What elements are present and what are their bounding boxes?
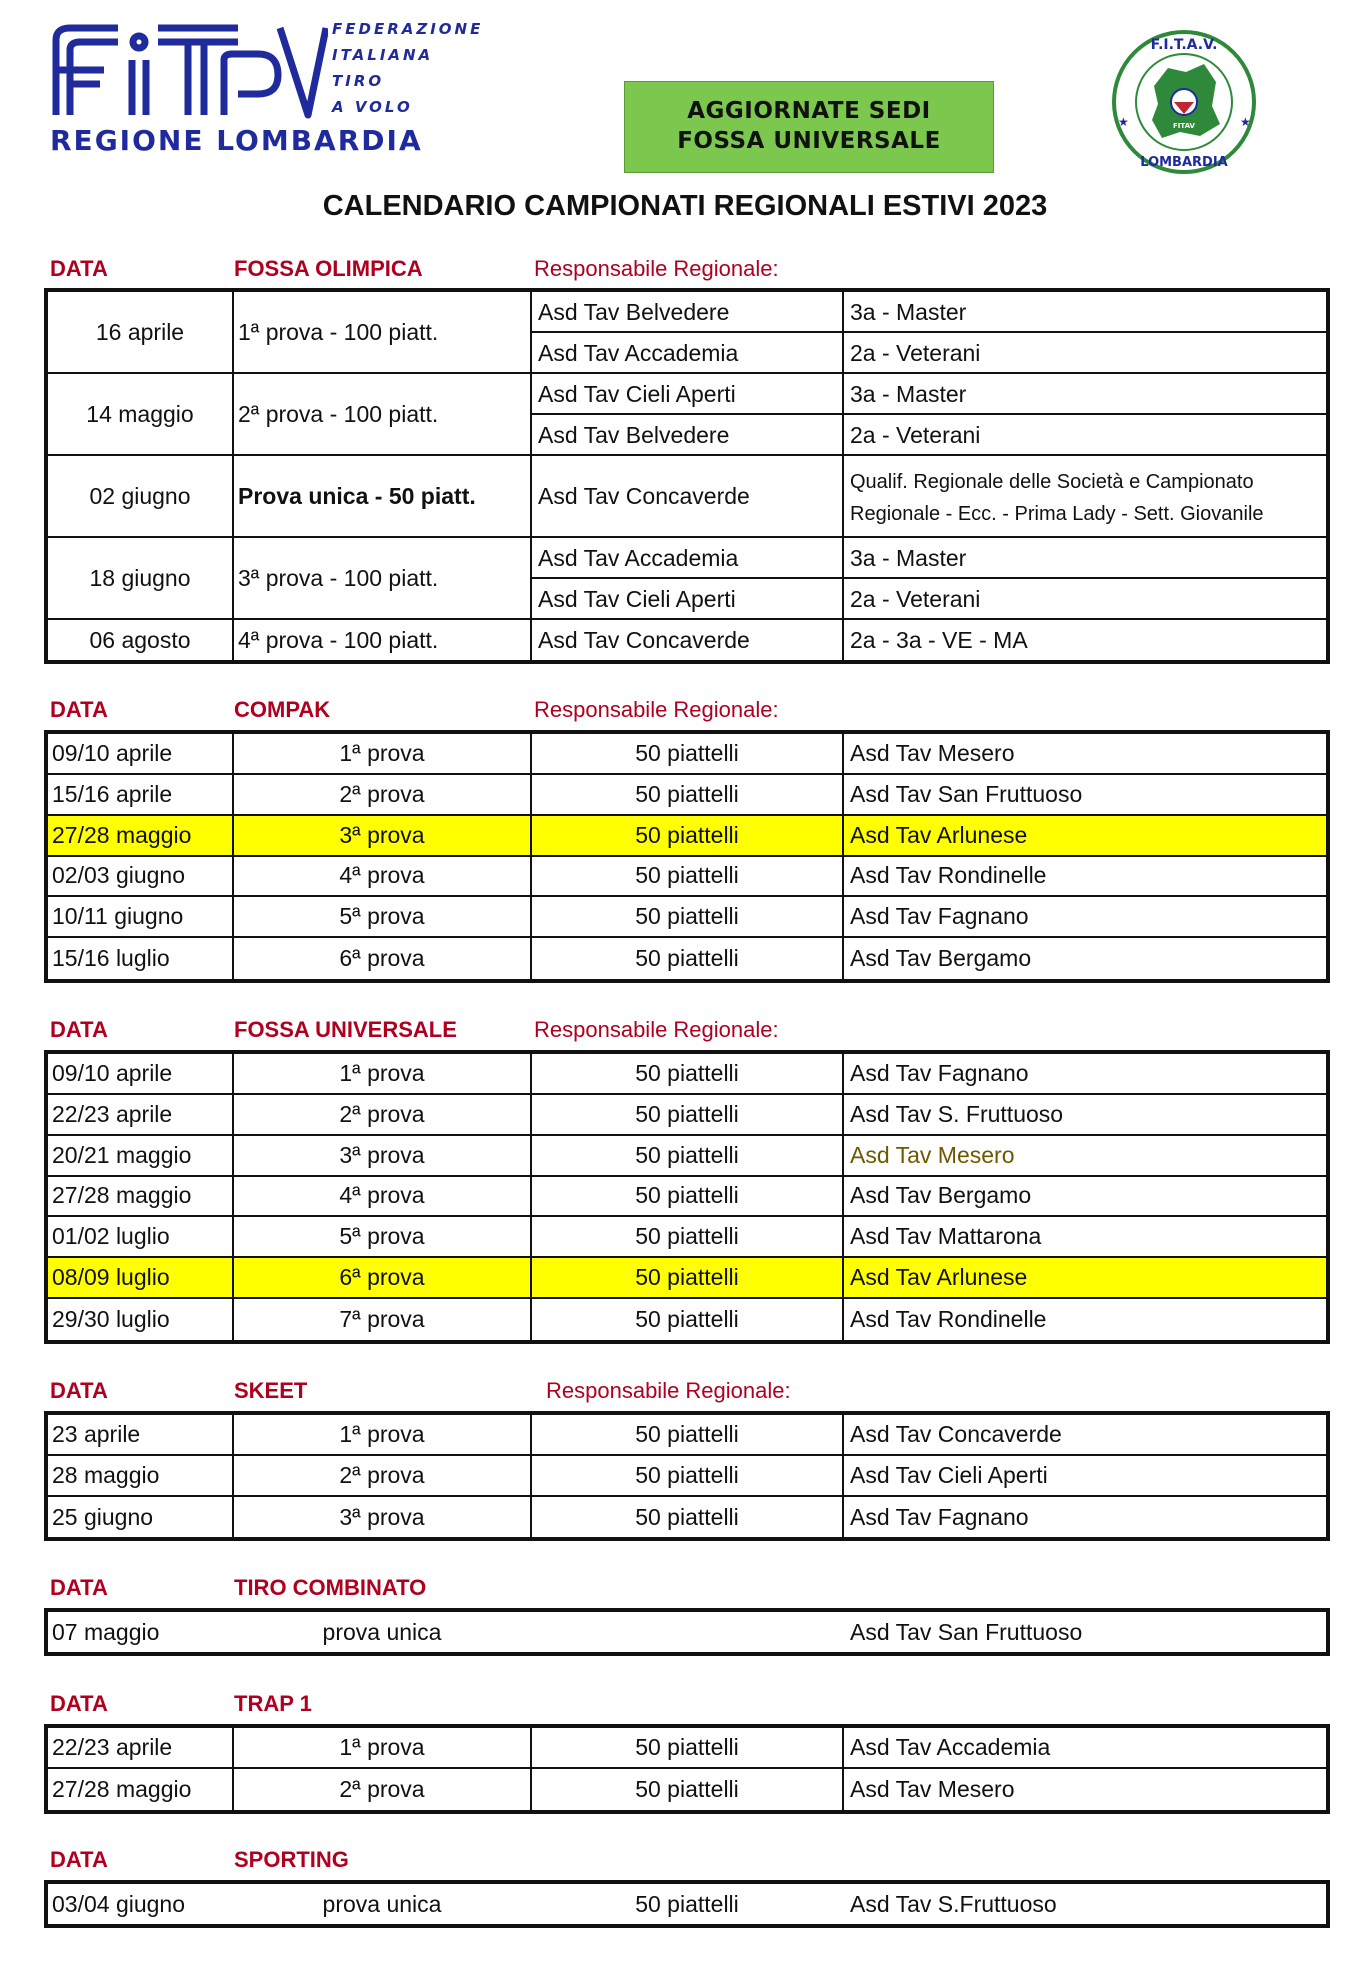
- row-piattelli: 50 piattelli: [635, 1734, 739, 1760]
- skeet-responsabile: Responsabile Regionale:: [546, 1378, 791, 1403]
- row-venue: Asd Tav Accademia: [850, 1734, 1051, 1760]
- table-row: [48, 734, 1326, 775]
- row-date: 20/21 maggio: [52, 1142, 192, 1168]
- row-date: 01/02 luglio: [52, 1223, 170, 1249]
- row-prova: prova unica: [322, 1618, 442, 1645]
- row-category-line-1: Qualif. Regionale delle Società e Campionato: [850, 471, 1254, 493]
- fossa-universale-data-label: DATA: [50, 1017, 108, 1042]
- row-venue: Asd Tav San Fruttuoso: [850, 1618, 1083, 1645]
- row-date: 07 maggio: [52, 1618, 160, 1645]
- row-piattelli: 50 piattelli: [635, 1421, 739, 1447]
- row-prova: 5ª prova: [339, 903, 425, 929]
- table-row: [48, 816, 1326, 857]
- table-row: [48, 1884, 1326, 1924]
- row-venue: Asd Tav Concaverde: [850, 1421, 1062, 1447]
- table-row: [48, 1456, 1326, 1497]
- row-venue: Asd Tav Bergamo: [850, 945, 1032, 971]
- table-row: [48, 456, 1326, 538]
- fitav-letters-logo: [48, 20, 328, 120]
- fossa-universale-title: FOSSA UNIVERSALE: [234, 1017, 457, 1042]
- row-piattelli: 50 piattelli: [635, 1776, 739, 1802]
- row-category: 2a - Veterani: [850, 340, 981, 366]
- row-prova: 3ª prova: [339, 1504, 425, 1530]
- row-prova: Prova unica - 50 piatt.: [238, 482, 476, 509]
- row-prova: 2ª prova - 100 piatt.: [238, 400, 439, 427]
- row-piattelli: 50 piattelli: [635, 1504, 739, 1530]
- row-piattelli: 50 piattelli: [635, 1462, 739, 1488]
- row-prova: 6ª prova: [339, 945, 425, 971]
- row-date: 03/04 giugno: [52, 1890, 186, 1917]
- row-piattelli: 50 piattelli: [635, 1223, 739, 1249]
- federazione-line-1: FEDERAZIONE: [332, 20, 484, 38]
- badge-line-1: AGGIORNATE SEDI: [687, 98, 931, 124]
- federazione-line-4: A VOLO: [332, 98, 413, 116]
- row-category: 3a - Master: [850, 544, 967, 571]
- row-date: 09/10 aprile: [52, 740, 173, 766]
- row-venue: Asd Tav Fagnano: [850, 1060, 1029, 1086]
- row-venue: Asd Tav Rondinelle: [850, 1306, 1047, 1332]
- fossa-olimpica-responsabile: Responsabile Regionale:: [534, 256, 779, 281]
- row-prova: 1ª prova: [339, 740, 425, 766]
- row-prova: 6ª prova: [339, 1264, 425, 1290]
- row-venue: Asd Tav Mesero: [850, 740, 1015, 766]
- row-prova: 4ª prova: [339, 1182, 425, 1208]
- row-piattelli: 50 piattelli: [635, 781, 739, 807]
- tiro-combinato-data-label: DATA: [50, 1575, 108, 1600]
- compak-responsabile: Responsabile Regionale:: [534, 697, 779, 722]
- row-venue: Asd Tav Concaverde: [538, 626, 750, 653]
- row-piattelli: 50 piattelli: [635, 1182, 739, 1208]
- row-date: 27/28 maggio: [52, 1776, 192, 1802]
- row-venue: Asd Tav Bergamo: [850, 1182, 1032, 1208]
- table-row: [48, 538, 1326, 620]
- row-venue: Asd Tav San Fruttuoso: [850, 781, 1083, 807]
- row-venue: Asd Tav Belvedere: [538, 298, 730, 325]
- trap1-table: [44, 1724, 1330, 1814]
- sporting-data-label: DATA: [50, 1847, 108, 1872]
- table-row: [48, 1176, 1326, 1217]
- table-row: [48, 1054, 1326, 1095]
- row-date: 10/11 giugno: [52, 903, 184, 929]
- compak-table: [44, 730, 1330, 983]
- row-prova: 1ª prova: [339, 1060, 425, 1086]
- row-date: 29/30 luglio: [52, 1306, 170, 1332]
- sporting-title: SPORTING: [234, 1847, 349, 1872]
- row-prova: 4ª prova: [339, 862, 425, 888]
- seal-top-text: F.I.T.A.V.: [1150, 37, 1218, 53]
- row-category: 2a - Veterani: [850, 586, 981, 612]
- regione-lombardia-label: REGIONE LOMBARDIA: [50, 124, 423, 157]
- row-piattelli: 50 piattelli: [635, 903, 739, 929]
- federazione-line-3: TIRO: [332, 72, 385, 90]
- row-date: 09/10 aprile: [52, 1060, 173, 1086]
- seal-star-left-icon: ★: [1118, 115, 1129, 129]
- row-prova: 1ª prova: [339, 1734, 425, 1760]
- row-venue: Asd Tav Arlunese: [850, 1264, 1028, 1290]
- table-row: [48, 1497, 1326, 1538]
- row-prova: prova unica: [322, 1890, 442, 1917]
- row-piattelli: 50 piattelli: [635, 1264, 739, 1290]
- row-venue: Asd Tav Cieli Aperti: [538, 586, 736, 612]
- row-date: 25 giugno: [52, 1504, 154, 1530]
- row-category: 2a - 3a - VE - MA: [850, 626, 1028, 653]
- row-venue: Asd Tav Accademia: [538, 544, 739, 571]
- row-date: 28 maggio: [52, 1462, 160, 1488]
- row-venue: Asd Tav Mesero: [850, 1142, 1015, 1168]
- compak-data-label: DATA: [50, 697, 108, 722]
- row-venue: Asd Tav S. Fruttuoso: [850, 1101, 1064, 1127]
- row-venue: Asd Tav Cieli Aperti: [850, 1462, 1048, 1488]
- row-date: 27/28 maggio: [52, 1182, 192, 1208]
- federazione-line-2: ITALIANA: [332, 46, 434, 64]
- row-venue: Asd Tav Arlunese: [850, 822, 1028, 848]
- row-piattelli: 50 piattelli: [635, 740, 739, 766]
- fossa-universale-responsabile: Responsabile Regionale:: [534, 1017, 779, 1042]
- table-row: [48, 938, 1326, 979]
- fitav-regione-logo: [48, 20, 484, 160]
- row-prova: 3ª prova: [339, 822, 425, 848]
- row-venue: Asd Tav Belvedere: [538, 422, 730, 448]
- row-prova: 2ª prova: [339, 1462, 425, 1488]
- row-date: 16 aprile: [95, 318, 185, 345]
- row-venue: Asd Tav Accademia: [538, 340, 739, 366]
- row-prova: 2ª prova: [339, 1101, 425, 1127]
- table-row: [48, 1612, 1326, 1652]
- row-date: 15/16 luglio: [52, 945, 170, 971]
- row-date: 02/03 giugno: [52, 862, 186, 888]
- table-row: [48, 775, 1326, 816]
- row-venue: Asd Tav Concaverde: [538, 482, 750, 509]
- row-venue: Asd Tav Fagnano: [850, 1504, 1029, 1530]
- lombardia-seal-icon: [1108, 28, 1260, 176]
- table-row: [48, 1769, 1326, 1810]
- row-category-line-2: Regionale - Ecc. - Prima Lady - Sett. Giovanile: [850, 503, 1264, 525]
- row-date: 06 agosto: [89, 626, 191, 653]
- row-prova: 3ª prova: [339, 1142, 425, 1168]
- table-row: [48, 292, 1326, 374]
- fossa-olimpica-table: [44, 288, 1330, 664]
- row-category: 3a - Master: [850, 380, 967, 407]
- seal-center-text: FITAV: [1173, 122, 1195, 130]
- tiro-combinato-title: TIRO COMBINATO: [234, 1575, 427, 1600]
- row-date: 08/09 luglio: [52, 1264, 170, 1290]
- row-prova: 3ª prova - 100 piatt.: [238, 564, 439, 591]
- table-row: [48, 1258, 1326, 1299]
- skeet-title: SKEET: [234, 1378, 308, 1403]
- row-piattelli: 50 piattelli: [635, 1101, 739, 1127]
- table-row: [48, 856, 1326, 897]
- row-date: 02 giugno: [89, 482, 191, 509]
- sporting-table: [44, 1880, 1330, 1928]
- row-piattelli: 50 piattelli: [635, 1142, 739, 1168]
- row-venue: Asd Tav Mattarona: [850, 1223, 1042, 1249]
- skeet-table: [44, 1411, 1330, 1541]
- table-row: [48, 1415, 1326, 1456]
- compak-title: COMPAK: [234, 697, 331, 722]
- row-date: 18 giugno: [89, 564, 191, 591]
- fitav-lombardia-seal: [1108, 28, 1260, 176]
- trap1-title: TRAP 1: [234, 1691, 312, 1716]
- row-venue: Asd Tav Rondinelle: [850, 862, 1047, 888]
- row-prova: 2ª prova: [339, 781, 425, 807]
- row-piattelli: 50 piattelli: [635, 822, 739, 848]
- tiro-combinato-table: [44, 1608, 1330, 1656]
- row-prova: 4ª prova - 100 piatt.: [238, 626, 439, 653]
- row-date: 15/16 aprile: [52, 781, 173, 807]
- row-venue: Asd Tav Mesero: [850, 1776, 1015, 1802]
- table-row: [48, 1095, 1326, 1136]
- seal-star-right-icon: ★: [1240, 115, 1251, 129]
- row-piattelli: 50 piattelli: [635, 862, 739, 888]
- document-title: CALENDARIO CAMPIONATI REGIONALI ESTIVI 2023: [322, 190, 1048, 222]
- table-row: [48, 1217, 1326, 1258]
- row-piattelli: 50 piattelli: [635, 1060, 739, 1086]
- row-date: 23 aprile: [52, 1421, 141, 1447]
- row-piattelli: 50 piattelli: [635, 1306, 739, 1332]
- trap1-data-label: DATA: [50, 1691, 108, 1716]
- skeet-data-label: DATA: [50, 1378, 108, 1403]
- table-row: [48, 374, 1326, 456]
- table-row: [48, 897, 1326, 938]
- badge-line-2: FOSSA UNIVERSALE: [677, 128, 941, 154]
- row-prova: 7ª prova: [339, 1306, 425, 1332]
- table-row: [48, 1136, 1326, 1177]
- row-date: 22/23 aprile: [52, 1734, 173, 1760]
- fossa-olimpica-data-label: DATA: [50, 256, 108, 281]
- row-date: 27/28 maggio: [52, 822, 192, 848]
- row-prova: 5ª prova: [339, 1223, 425, 1249]
- row-category: 2a - Veterani: [850, 422, 981, 448]
- row-venue: Asd Tav Fagnano: [850, 903, 1029, 929]
- aggiornate-sedi-badge: [624, 81, 994, 173]
- row-date: 14 maggio: [86, 400, 194, 427]
- fossa-olimpica-title: FOSSA OLIMPICA: [234, 256, 423, 281]
- table-row: [48, 1728, 1326, 1769]
- row-date: 22/23 aprile: [52, 1101, 173, 1127]
- row-piattelli: 50 piattelli: [635, 945, 739, 971]
- fossa-universale-table: [44, 1050, 1330, 1344]
- seal-bottom-text: LOMBARDIA: [1140, 155, 1228, 170]
- row-piattelli: 50 piattelli: [635, 1890, 739, 1917]
- row-prova: 1ª prova: [339, 1421, 425, 1447]
- table-row: [48, 620, 1326, 660]
- row-prova: 1ª prova - 100 piatt.: [238, 318, 439, 345]
- row-category: 3a - Master: [850, 298, 967, 325]
- row-venue: Asd Tav Cieli Aperti: [538, 380, 736, 407]
- row-prova: 2ª prova: [339, 1776, 425, 1802]
- table-row: [48, 1299, 1326, 1340]
- row-venue: Asd Tav S.Fruttuoso: [850, 1890, 1057, 1917]
